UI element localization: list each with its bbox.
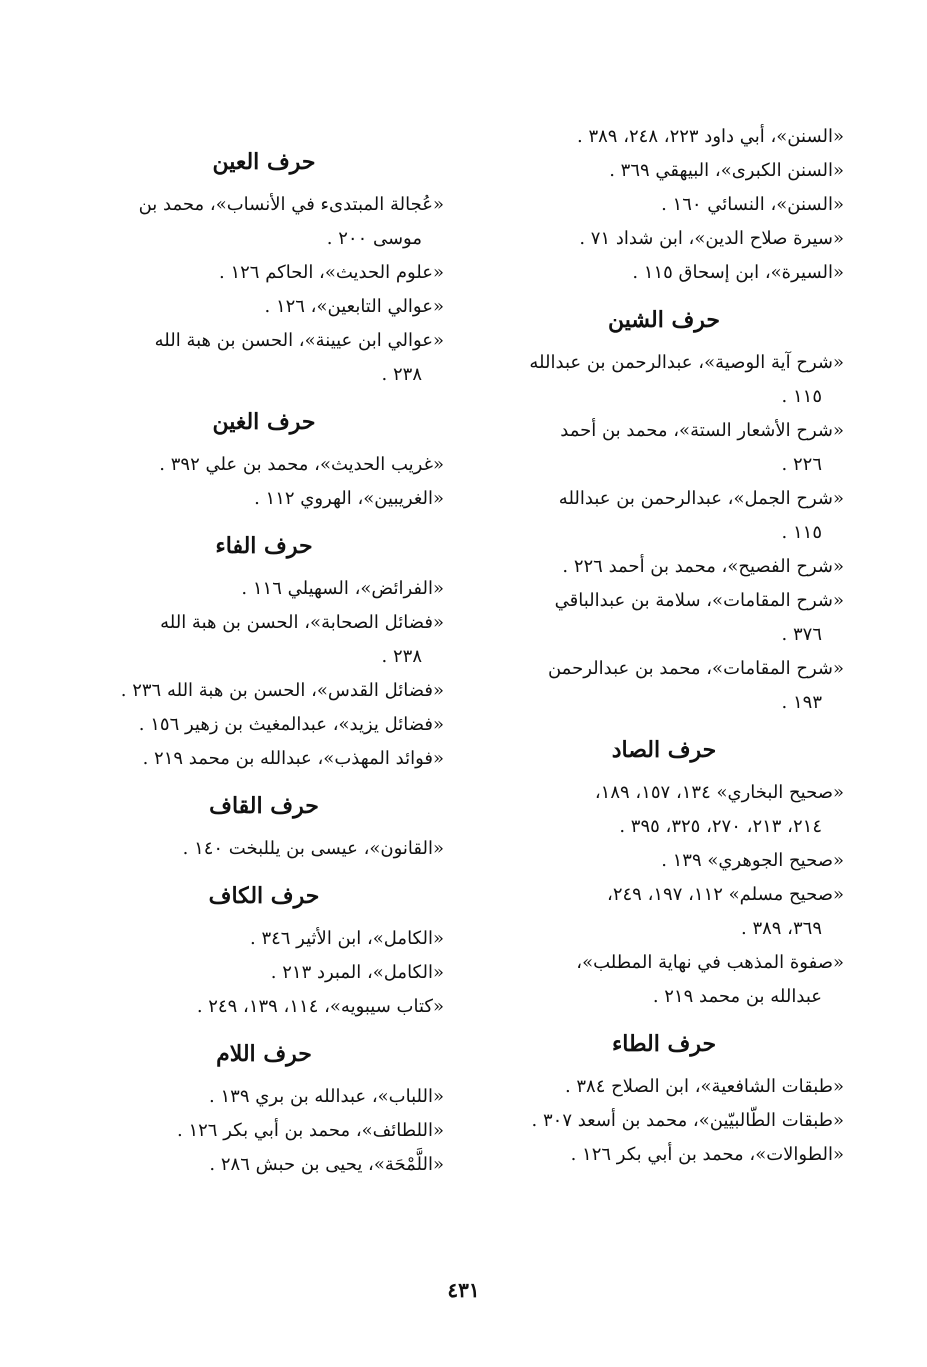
entry-continuation: ٢٣٨ .: [381, 646, 422, 667]
index-entry: [484, 652, 844, 720]
entry-text: «السيرة»، ابن إسحاق ١١٥ .: [632, 262, 844, 283]
entry-text: «اللطائف»، محمد بن أبي بكر ١٢٦ .: [177, 1120, 444, 1141]
entry-text: «غريب الحديث»، محمد بن علي ٣٩٢ .: [159, 454, 444, 475]
entry-text: «طبقات الشافعية»، ابن الصلاح ٣٨٤ .: [564, 1076, 844, 1097]
section-heading: حرف الكاف: [208, 883, 320, 909]
index-entry: [484, 1104, 844, 1138]
index-entry: [84, 256, 444, 290]
entry-continuation: موسى ٢٠٠ .: [326, 228, 422, 249]
index-entry: [84, 482, 444, 516]
entry-continuation: ٢٣٨ .: [381, 364, 422, 385]
entry-continuation: ٢١٤، ٢١٣، ٢٧٠، ٣٢٥، ٣٩٥ .: [619, 816, 822, 837]
entry-continuation: ١٩٣ .: [781, 692, 822, 713]
entry-text: «الغريبين»، الهروي ١١٢ .: [254, 488, 444, 509]
entry-text: «فضائل يزيد»، عبدالمغيث بن زهير ١٥٦ .: [138, 714, 444, 735]
entry-text: «شرح المقامات»، محمد بن عبدالرحمن: [547, 658, 844, 679]
section-qaf: [84, 782, 444, 866]
index-entry: [84, 708, 444, 742]
index-entry: [84, 448, 444, 482]
entry-continuation: ٣٦٩، ٣٨٩ .: [740, 918, 822, 939]
section-heading: حرف الطاء: [611, 1031, 717, 1057]
entry-text: «السنن»، النسائي ١٦٠ .: [661, 194, 844, 215]
entry-continuation: ٣٧٦ .: [781, 624, 822, 645]
entry-text: «سيرة صلاح الدين»، ابن شداد ٧١ .: [579, 228, 844, 249]
entry-text: «علوم الحديث»، الحاكم ١٢٦ .: [219, 262, 444, 283]
index-entry: [84, 188, 444, 256]
index-entry: [484, 188, 844, 222]
section-sad: [484, 726, 844, 1014]
index-entry: [484, 482, 844, 550]
index-entry: [484, 946, 844, 1014]
index-entry: [84, 1080, 444, 1114]
index-entry: [484, 550, 844, 584]
index-entry: [84, 290, 444, 324]
section-heading: حرف العين: [212, 149, 316, 175]
section-heading: حرف اللام: [216, 1041, 312, 1067]
index-entry: [484, 584, 844, 652]
section-seen-continued: [484, 120, 844, 290]
index-entry: [84, 324, 444, 392]
index-entry: [84, 572, 444, 606]
index-entry: [84, 606, 444, 674]
entry-text: «السنن الكبرى»، البيهقي ٣٦٩ .: [609, 160, 844, 181]
entry-text: «اللباب»، عبدالله بن بري ١٣٩ .: [209, 1086, 444, 1107]
right-column: [484, 120, 844, 1172]
index-entry: [84, 674, 444, 708]
entry-text: «عوالي التابعين»، ١٢٦ .: [264, 296, 444, 317]
index-entry: [84, 1114, 444, 1148]
index-entry: [484, 414, 844, 482]
entry-text: «عوالي ابن عيينة»، الحسن بن هبة الله: [154, 330, 444, 351]
left-column: [84, 134, 444, 1182]
index-entry: [84, 742, 444, 776]
section-ghain: [84, 398, 444, 516]
entry-text: «شرح الأشعار الستة»، محمد بن أحمد: [560, 420, 844, 441]
index-entry: [484, 222, 844, 256]
index-entry: [84, 832, 444, 866]
entry-text: «شرح الجمل»، عبدالرحمن بن عبدالله: [558, 488, 844, 509]
section-heading: حرف الغين: [212, 409, 316, 435]
section-heading: حرف الصاد: [611, 737, 717, 763]
index-entry: [484, 1070, 844, 1104]
section-sheen: [484, 296, 844, 720]
index-entry: [484, 844, 844, 878]
index-entry: [484, 878, 844, 946]
entry-text: «شرح الفصيح»، محمد بن أحمد ٢٢٦ .: [562, 556, 844, 577]
entry-text: «شرح المقامات»، سلامة بن عبدالباقي: [554, 590, 844, 611]
entry-text: «صحيح الجوهري» ١٣٩ .: [661, 850, 844, 871]
entry-text: «شرح آية الوصية»، عبدالرحمن بن عبدالله: [529, 352, 844, 373]
index-entry: [84, 1148, 444, 1182]
section-heading: حرف الشين: [607, 307, 721, 333]
index-entry: [484, 1138, 844, 1172]
entry-text: «الفرائض»، السهيلي ١١٦ .: [241, 578, 444, 599]
section-taa: [484, 1020, 844, 1172]
entry-text: «فضائل القدس»، الحسن بن هبة الله ٢٣٦ .: [120, 680, 444, 701]
index-entry: [484, 120, 844, 154]
index-entry: [84, 922, 444, 956]
entry-text: «فوائد المهذب»، عبدالله بن محمد ٢١٩ .: [142, 748, 444, 769]
entry-text: «السنن»، أبي داود ٢٢٣، ٢٤٨، ٣٨٩ .: [577, 126, 844, 147]
entry-continuation: عبدالله بن محمد ٢١٩ .: [652, 986, 822, 1007]
section-heading: حرف الفاء: [215, 533, 313, 559]
index-entry: [484, 776, 844, 844]
entry-continuation: ١١٥ .: [781, 522, 822, 543]
entry-text: «صحيح مسلم» ١١٢، ١٩٧، ٢٤٩،: [607, 884, 844, 905]
index-entry: [484, 256, 844, 290]
entry-text: «الكامل»، المبرد ٢١٣ .: [270, 962, 444, 983]
entry-continuation: ٢٢٦ .: [781, 454, 822, 475]
entry-text: «صفوة المذهب في نهاية المطلب»،: [576, 952, 844, 973]
page-number: ٤٣١: [447, 1278, 480, 1302]
entry-text: «كتاب سيبويه»، ١١٤، ١٣٩، ٢٤٩ .: [196, 996, 444, 1017]
section-kaf: [84, 872, 444, 1024]
entry-text: «الطوالات»، محمد بن أبي بكر ١٢٦ .: [570, 1144, 844, 1165]
entry-text: «عُجالة المبتدىء في الأنساب»، محمد بن: [138, 194, 444, 215]
index-entry: [84, 956, 444, 990]
entry-text: «اللَّمْحَة»، يحيى بن حبش ٢٨٦ .: [209, 1154, 444, 1175]
entry-continuation: ١١٥ .: [781, 386, 822, 407]
entry-text: «صحيح البخاري» ١٣٤، ١٥٧، ١٨٩،: [594, 782, 844, 803]
section-lam: [84, 1030, 444, 1182]
section-heading: حرف القاف: [209, 793, 319, 819]
section-faa: [84, 522, 444, 776]
index-entry: [484, 346, 844, 414]
entry-text: «طبقات الطّالبيّين»، محمد بن أسعد ٣٠٧ .: [531, 1110, 844, 1131]
entry-text: «الكامل»، ابن الأثير ٣٤٦ .: [249, 928, 444, 949]
index-entry: [84, 990, 444, 1024]
entry-text: «فضائل الصحابة»، الحسن بن هبة الله: [160, 612, 444, 633]
section-ain: [84, 138, 444, 392]
index-entry: [484, 154, 844, 188]
entry-text: «القانون»، عيسى بن يللبخت ١٤٠ .: [182, 838, 444, 859]
